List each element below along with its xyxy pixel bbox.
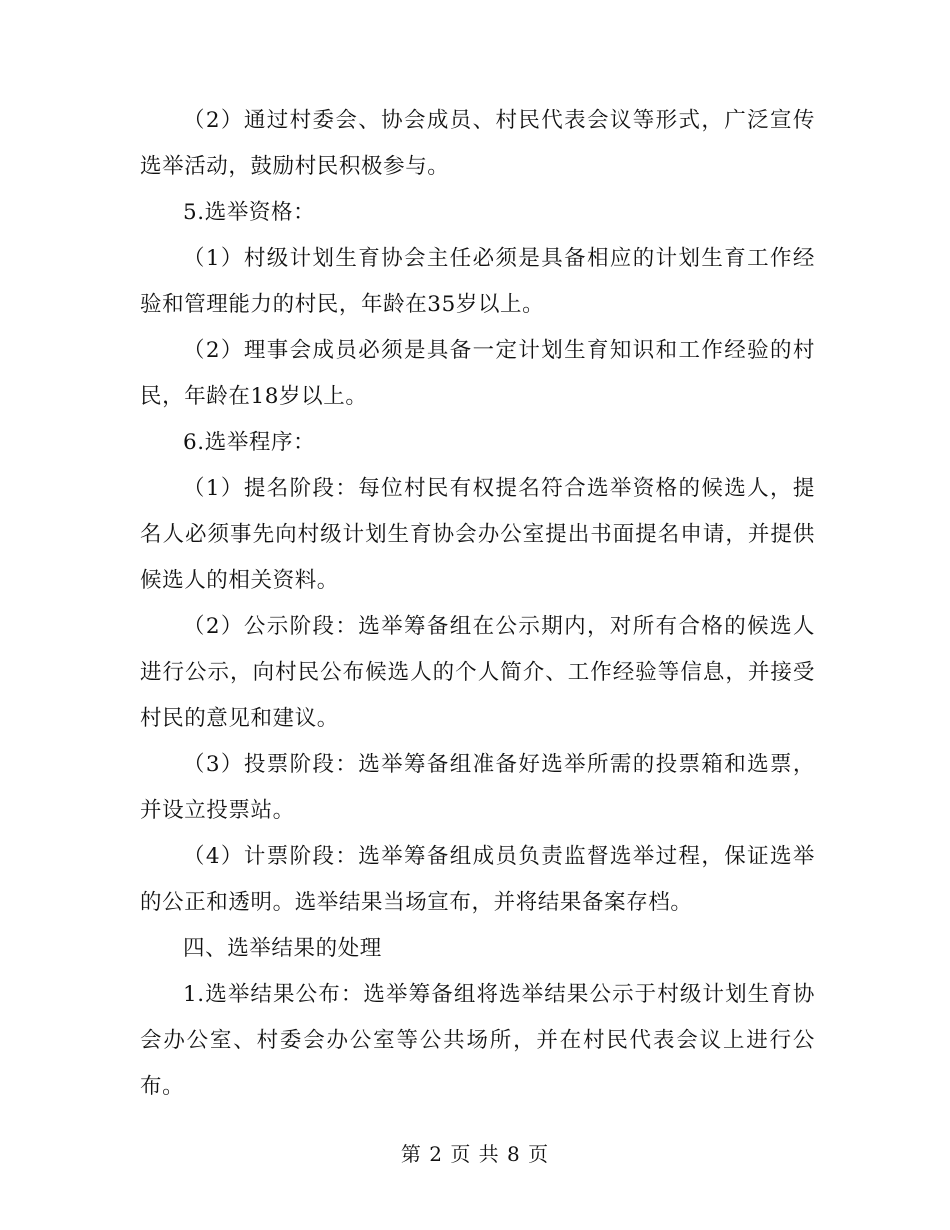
document-body <box>140 98 815 1110</box>
page-number-footer: 第 2 页 共 8 页 <box>400 1142 550 1166</box>
paragraph-council-eligibility: （2）理事会成员必须是具备一定计划生育知识和工作经验的村民，年龄在18岁以上。 <box>140 338 815 409</box>
paragraph-publication: （2）公示阶段：选举筹备组在公示期内，对所有合格的候选人进行公示，向村民公布候选人的个人简介、工作经验等信息，并接受村民的意见和建议。 <box>140 614 815 731</box>
paragraph-publicity: （2）通过村委会、协会成员、村民代表会议等形式，广泛宣传选举活动，鼓励村民积极参与。 <box>140 108 815 179</box>
heading-procedure: 6.选举程序： <box>183 430 316 455</box>
paragraph-counting: （4）计票阶段：选举筹备组成员负责监督选举过程，保证选举的公正和透明。选举结果当场宣布，并将结果备案存档。 <box>140 844 815 915</box>
paragraph-director-eligibility: （1）村级计划生育协会主任必须是具备相应的计划生育工作经验和管理能力的村民，年龄在35岁以上。 <box>140 246 815 317</box>
section-heading-results: 四、选举结果的处理 <box>183 936 382 961</box>
paragraph-nomination: （1）提名阶段：每位村民有权提名符合选举资格的候选人，提名人必须事先向村级计划生育协会办公室提出书面提名申请，并提供候选人的相关资料。 <box>140 476 815 593</box>
paragraph-results-announcement: 1.选举结果公布：选举筹备组将选举结果公示于村级计划生育协会办公室、村委会办公室等公共场所，并在村民代表会议上进行公布。 <box>140 982 815 1099</box>
paragraph-voting: （3）投票阶段：选举筹备组准备好选举所需的投票箱和选票，并设立投票站。 <box>140 752 815 823</box>
heading-eligibility: 5.选举资格： <box>183 200 316 225</box>
